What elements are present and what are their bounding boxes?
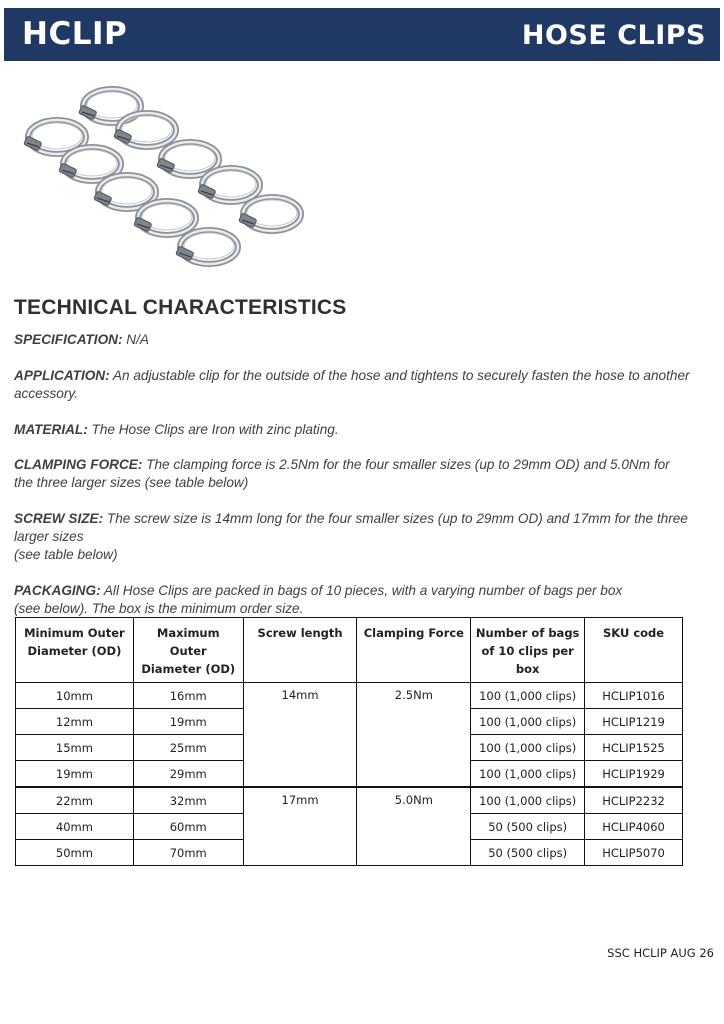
header-bar <box>4 8 720 61</box>
cell-max-od: 16mm <box>133 683 243 709</box>
packaging-note: (see below). The box is the minimum order size. <box>14 601 304 616</box>
cell-min-od: 19mm <box>16 761 134 788</box>
header-clamping-force: Clamping Force <box>357 618 471 683</box>
material-line <box>14 421 704 439</box>
screw-size-label: SCREW SIZE: <box>14 511 104 526</box>
cell-sku: HCLIP4060 <box>585 814 683 840</box>
cell-bags: 100 (1,000 clips) <box>471 761 585 788</box>
cell-max-od: 19mm <box>133 709 243 735</box>
document-reference: SSC HCLIP AUG 26 <box>607 946 714 960</box>
cell-max-od: 25mm <box>133 735 243 761</box>
cell-max-od: 29mm <box>133 761 243 788</box>
cell-clamping-force: 2.5Nm <box>357 683 471 788</box>
material-label: MATERIAL: <box>14 422 88 437</box>
header-max-od: Maximum Outer Diameter (OD) <box>133 618 243 683</box>
cell-bags: 100 (1,000 clips) <box>471 683 585 709</box>
hose-clips-photo-icon <box>10 84 310 284</box>
clamping-force-label: CLAMPING FORCE: <box>14 457 143 472</box>
packaging-line <box>14 582 704 618</box>
clamping-force-text: The clamping force is 2.5Nm for the four smaller sizes (up to 29mm OD) and 5.0Nm for the three larger sizes (see table below) <box>14 457 670 490</box>
application-line <box>14 367 704 403</box>
cell-min-od: 50mm <box>16 840 134 866</box>
clamping-force-line <box>14 456 674 492</box>
application-text: An adjustable clip for the outside of the hose and tightens to securely fasten the hose to another accessory. <box>14 368 690 401</box>
section-title: TECHNICAL CHARACTERISTICS <box>14 296 347 319</box>
cell-bags: 50 (500 clips) <box>471 814 585 840</box>
product-title: HOSE CLIPS <box>521 20 706 51</box>
cell-bags: 100 (1,000 clips) <box>471 735 585 761</box>
cell-sku: HCLIP1525 <box>585 735 683 761</box>
spec-table <box>15 617 683 866</box>
cell-min-od: 40mm <box>16 814 134 840</box>
cell-sku: HCLIP1016 <box>585 683 683 709</box>
specification-text: N/A <box>122 332 149 347</box>
material-text: The Hose Clips are Iron with zinc plating. <box>87 422 339 437</box>
cell-min-od: 10mm <box>16 683 134 709</box>
screw-size-note: (see table below) <box>14 547 118 562</box>
cell-max-od: 60mm <box>133 814 243 840</box>
cell-sku: HCLIP5070 <box>585 840 683 866</box>
cell-bags: 100 (1,000 clips) <box>471 709 585 735</box>
packaging-text: All Hose Clips are packed in bags of 10 pieces, with a varying number of bags per box <box>100 583 623 598</box>
specification-label: SPECIFICATION: <box>14 332 123 347</box>
packaging-label: PACKAGING: <box>14 583 101 598</box>
product-code: HCLIP <box>22 16 128 52</box>
application-label: APPLICATION: <box>14 368 110 383</box>
header-sku: SKU code <box>585 618 683 683</box>
table-row <box>16 683 683 709</box>
cell-max-od: 32mm <box>133 787 243 814</box>
cell-min-od: 22mm <box>16 787 134 814</box>
cell-sku: HCLIP1929 <box>585 761 683 788</box>
header-bags: Number of bags of 10 clips per box <box>471 618 585 683</box>
cell-clamping-force: 5.0Nm <box>357 787 471 866</box>
cell-min-od: 15mm <box>16 735 134 761</box>
cell-max-od: 70mm <box>133 840 243 866</box>
cell-screw-length: 14mm <box>243 683 357 788</box>
specification-line <box>14 331 704 349</box>
header-min-od: Minimum Outer Diameter (OD) <box>16 618 134 683</box>
cell-bags: 100 (1,000 clips) <box>471 787 585 814</box>
table-header-row <box>16 618 683 683</box>
screw-size-text: The screw size is 14mm long for the four smaller sizes (up to 29mm OD) and 17mm for the three larger sizes <box>14 511 688 544</box>
cell-sku: HCLIP2232 <box>585 787 683 814</box>
header-screw-length: Screw length <box>243 618 357 683</box>
cell-screw-length: 17mm <box>243 787 357 866</box>
cell-bags: 50 (500 clips) <box>471 840 585 866</box>
cell-sku: HCLIP1219 <box>585 709 683 735</box>
cell-min-od: 12mm <box>16 709 134 735</box>
screw-size-line <box>14 510 690 564</box>
table-row <box>16 787 683 814</box>
